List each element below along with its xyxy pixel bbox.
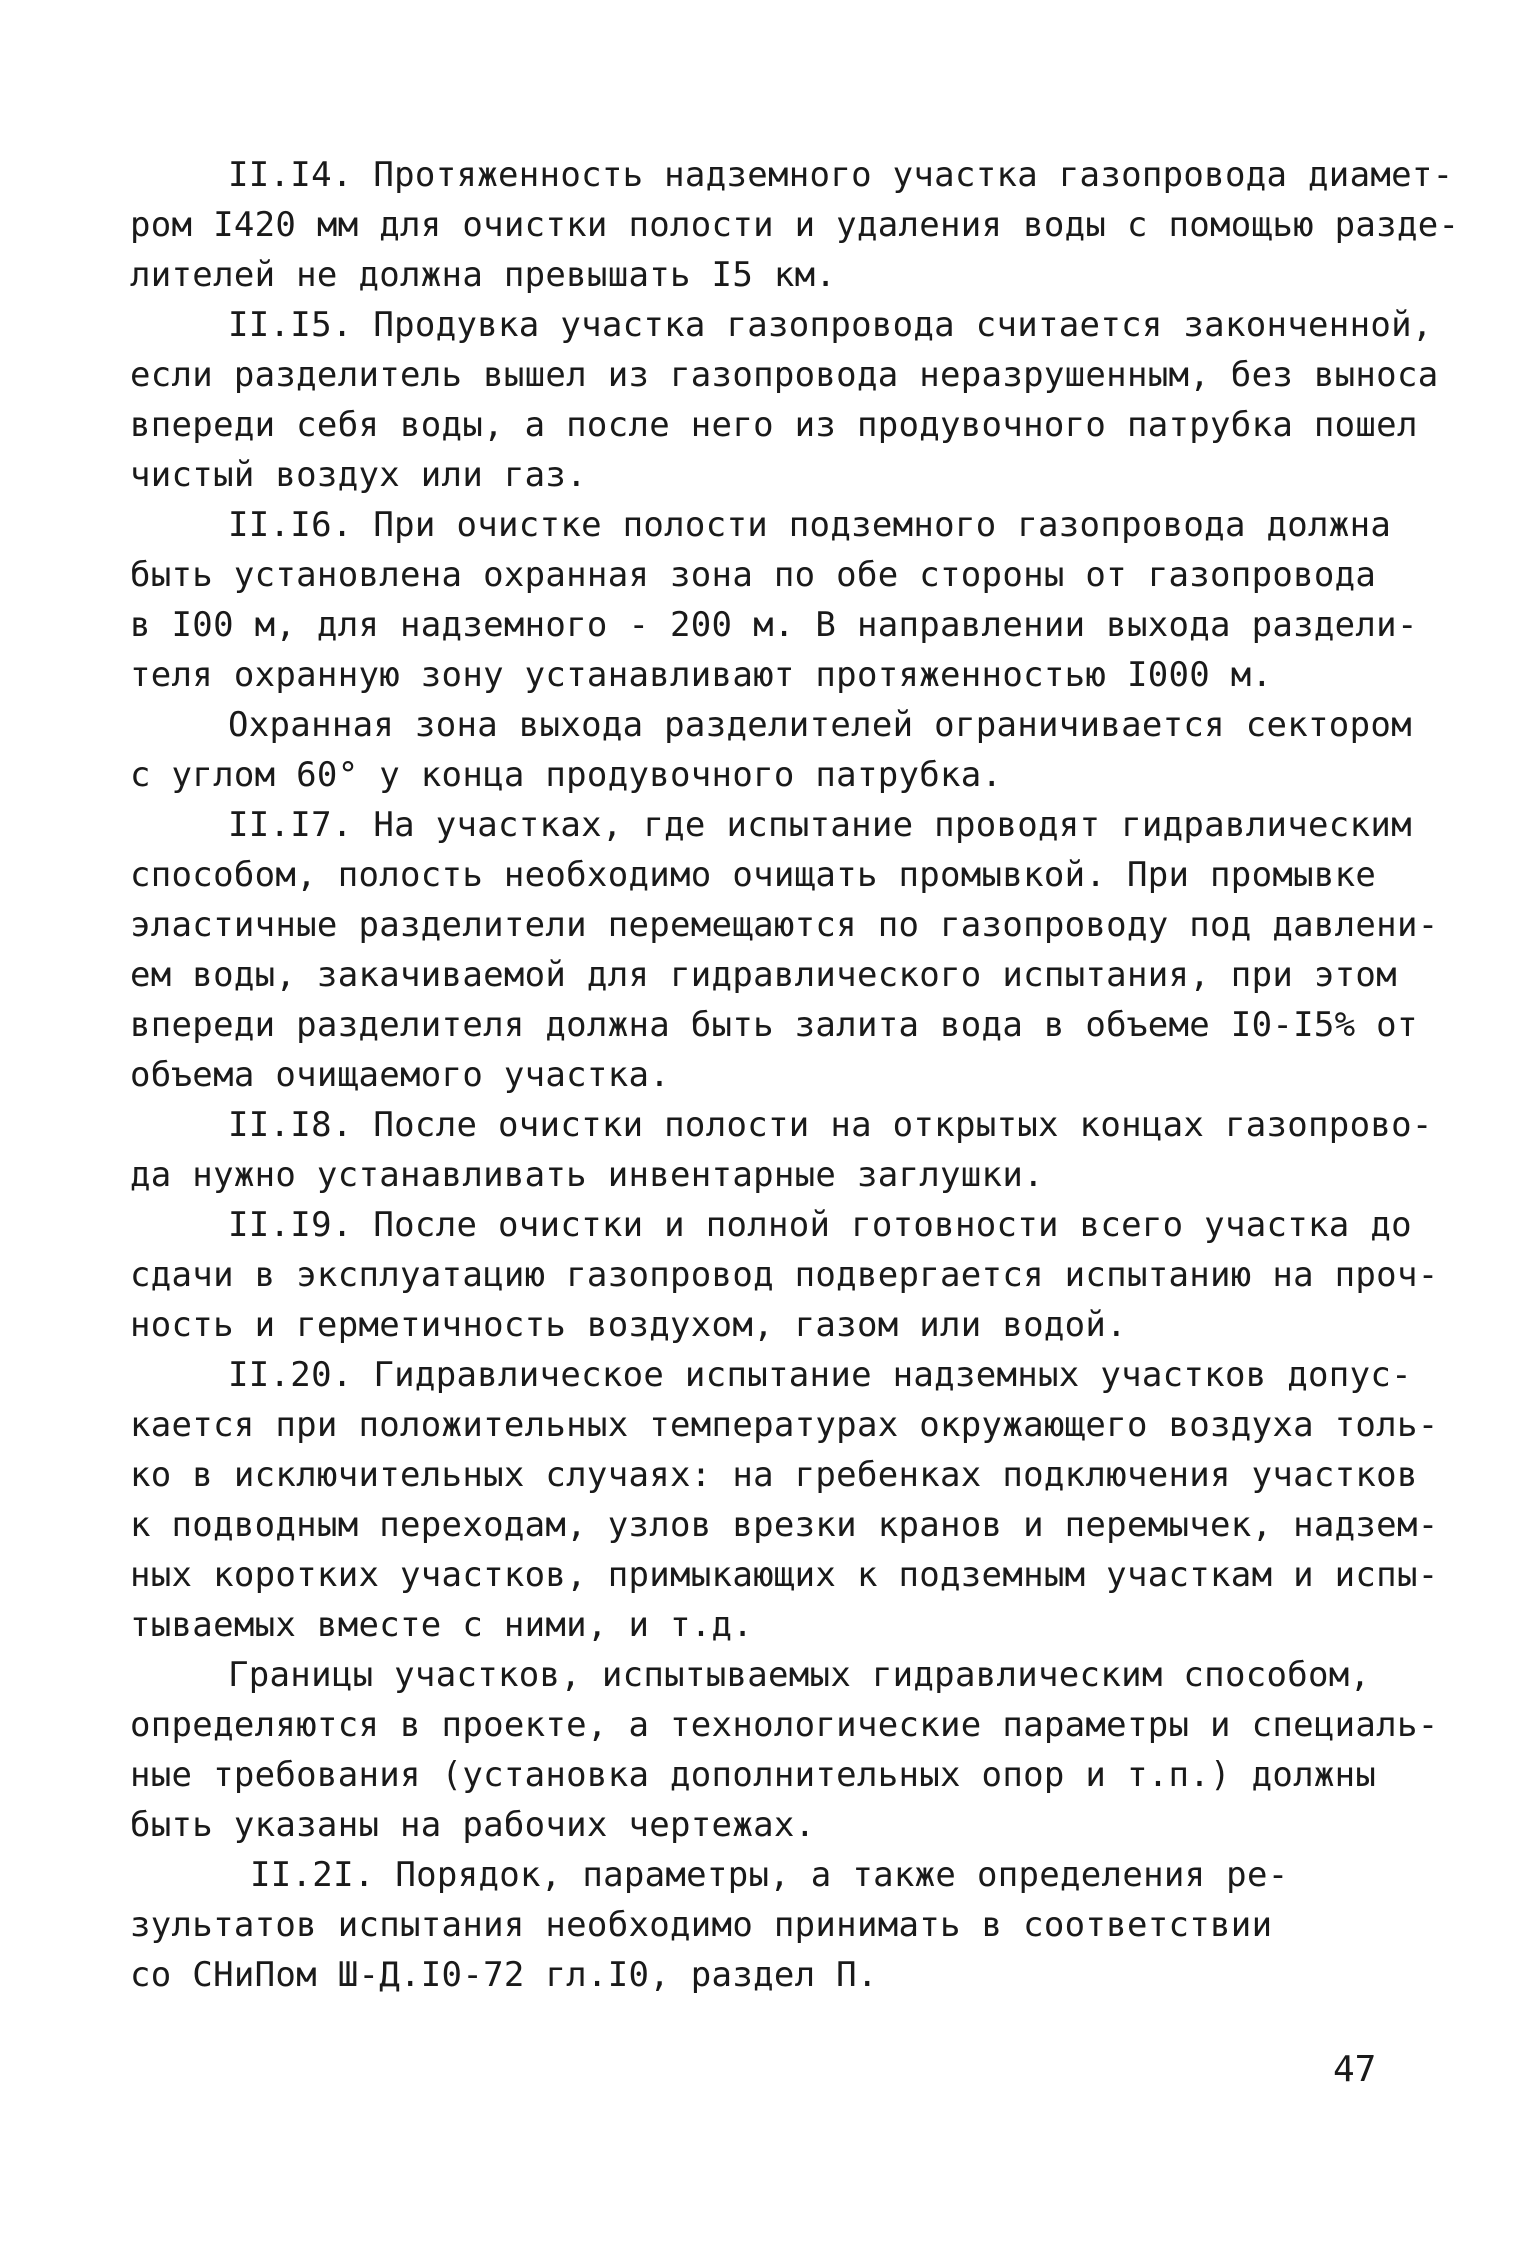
text-line: объема очищаемого участка. bbox=[130, 1055, 671, 1095]
text-line: Охранная зона выхода разделителей ограничивается сектором bbox=[228, 705, 1412, 745]
text-line: ром I420 мм для очистки полости и удаления воды с помощью разде- bbox=[130, 205, 1460, 245]
text-line: если разделитель вышел из газопровода неразрушенным, без выноса bbox=[130, 355, 1439, 395]
text-line: со СНиПом Ш-Д.I0-72 гл.I0, раздел П. bbox=[130, 1955, 878, 1995]
text-line: II.2I. Порядок, параметры, а также определения ре- bbox=[250, 1855, 1289, 1895]
page-number: 47 bbox=[1333, 2049, 1377, 2090]
text-line: кается при положительных температурах окружающего воздуха толь- bbox=[130, 1405, 1439, 1445]
text-line: II.20. Гидравлическое испытание надземных участков допус- bbox=[228, 1355, 1412, 1395]
text-line: ность и герметичность воздухом, газом или водой. bbox=[130, 1305, 1127, 1345]
text-line: II.I5. Продувка участка газопровода считается законченной, bbox=[228, 305, 1433, 345]
text-line: эластичные разделители перемещаются по газопроводу под давлени- bbox=[130, 905, 1439, 945]
text-line: в I00 м, для надземного - 200 м. В направлении выхода раздели- bbox=[130, 605, 1418, 645]
text-line: с углом 60° у конца продувочного патрубка. bbox=[130, 755, 1003, 795]
text-line: определяются в проекте, а технологические параметры и специаль- bbox=[130, 1705, 1439, 1745]
text-line: впереди разделителя должна быть залита вода в объеме I0-I5% от bbox=[130, 1005, 1418, 1045]
text-line: тываемых вместе с ними, и т.д. bbox=[130, 1605, 754, 1645]
text-line: сдачи в эксплуатацию газопровод подвергается испытанию на проч- bbox=[130, 1255, 1439, 1295]
text-line: ко в исключительных случаях: на гребенках подключения участков bbox=[130, 1455, 1418, 1495]
text-line: да нужно устанавливать инвентарные заглушки. bbox=[130, 1155, 1044, 1195]
text-line: быть указаны на рабочих чертежах. bbox=[130, 1805, 816, 1845]
text-line: зультатов испытания необходимо принимать в соответствии bbox=[130, 1905, 1273, 1945]
text-line: ных коротких участков, примыкающих к подземным участкам и испы- bbox=[130, 1555, 1439, 1595]
text-line: лителей не должна превышать I5 км. bbox=[130, 255, 837, 295]
text-line: II.I4. Протяженность надземного участка газопровода диамет- bbox=[228, 155, 1454, 195]
text-line: II.I6. При очистке полости подземного газопровода должна bbox=[228, 505, 1392, 545]
text-line: II.I7. На участках, где испытание проводят гидравлическим bbox=[228, 805, 1412, 845]
text-line: ные требования (установка дополнительных опор и т.п.) должны bbox=[130, 1755, 1377, 1795]
text-line: теля охранную зону устанавливают протяженностью I000 м. bbox=[130, 655, 1273, 695]
text-line: чистый воздух или газ. bbox=[130, 455, 587, 495]
text-line: II.I9. После очистки и полной готовности всего участка до bbox=[228, 1205, 1412, 1245]
text-line: II.I8. После очистки полости на открытых концах газопрово- bbox=[228, 1105, 1433, 1145]
text-line: способом, полость необходимо очищать промывкой. При промывке bbox=[130, 855, 1377, 895]
text-line: впереди себя воды, а после него из продувочного патрубка пошел bbox=[130, 405, 1418, 445]
text-line: к подводным переходам, узлов врезки кранов и перемычек, надзем- bbox=[130, 1505, 1439, 1545]
text-line: Границы участков, испытываемых гидравлическим способом, bbox=[228, 1655, 1371, 1695]
text-line: быть установлена охранная зона по обе стороны от газопровода bbox=[130, 555, 1377, 595]
text-line: ем воды, закачиваемой для гидравлического испытания, при этом bbox=[130, 955, 1397, 995]
